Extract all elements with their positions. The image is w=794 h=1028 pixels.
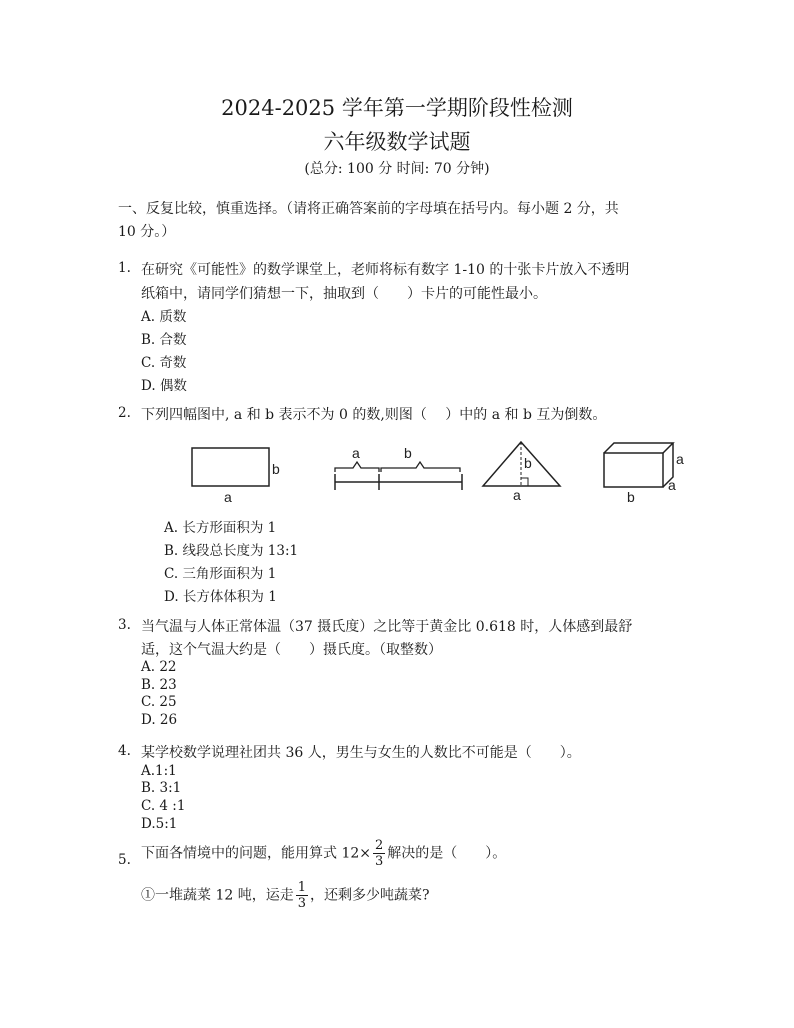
option-b: B. 线段总长度为 13:1 [164,543,299,559]
question-number: 4. [118,743,131,759]
exam-meta: (总分: 100 分 时间: 70 分钟) [304,161,490,177]
question-text-cont: 适，这个气温大约是（ ）摄氏度。（取整数） [141,642,442,658]
option-a: A. 长方形面积为 1 [164,520,277,536]
label-a: a [676,451,684,467]
triangle-figure [483,442,560,503]
option-a: A. 质数 [141,309,187,325]
label-b: b [404,445,412,461]
option-b: B. 合数 [141,332,187,348]
question-number: 3. [118,617,131,633]
label-b: b [627,489,635,505]
option-d: D.5:1 [141,816,178,832]
section-heading: 一、反复比较，慎重选择。（请将正确答案前的字母填在括号内。每小题 2 分，共 [118,201,619,217]
question-text: 下列四幅图中, a 和 b 表示不为 0 的数,则图（ ）中的 a 和 b 互为倒数。 [141,407,607,423]
option-d: D. 长方体体积为 1 [164,589,277,605]
label-a: a [352,445,360,461]
question-text-before: 下面各情境中的问题，能用算式 12× [141,845,371,862]
fraction-denominator: 3 [375,854,384,869]
option-c: C. 4 :1 [141,798,186,814]
fraction [373,838,385,869]
question-number: 1. [118,260,131,276]
label-a: a [668,477,676,493]
scenario-text-before: ①一堆蔬菜 12 吨，运走 [141,887,294,904]
option-c: C. 三角形面积为 1 [164,566,277,582]
rectangle-figure [192,448,280,505]
option-c: C. 25 [141,694,177,710]
cuboid-figure [604,443,684,505]
question-text [141,838,506,869]
option-b: B. 3:1 [141,780,182,796]
scenario-item-1 [141,880,430,911]
fraction-denominator: 3 [297,896,306,911]
option-d: D. 偶数 [141,378,187,394]
exam-title: 2024-2025 学年第一学期阶段性检测 [221,96,573,120]
exam-subtitle: 六年级数学试题 [323,130,471,154]
option-a: A. 22 [141,659,177,675]
scenario-text-after: ，还剩多少吨蔬菜? [310,887,430,904]
segment-figure [335,445,462,490]
question-text: 在研究《可能性》的数学课堂上，老师将标有数字 1-10 的十张卡片放入不透明 [141,262,630,278]
section-heading-cont: 10 分。） [118,224,176,240]
label-b: b [524,455,532,471]
question-text: 当气温与人体正常体温（37 摄氏度）之比等于黄金比 0.618 时，人体感到最舒 [141,619,633,635]
question-text-cont: 纸箱中，请同学们猜想一下，抽取到（ ）卡片的可能性最小。 [141,286,547,302]
option-a: A.1:1 [141,763,177,779]
fraction-numerator: 1 [297,880,306,895]
question-text: 某学校数学说理社团共 36 人，男生与女生的人数比不可能是（ ）。 [141,745,581,761]
question-number: 5. [118,852,131,868]
question-text-after: 解决的是（ ）。 [387,845,507,862]
label-a: a [513,487,521,503]
fraction-numerator: 2 [375,838,384,853]
question-number: 2. [118,405,131,421]
fraction [296,880,308,911]
option-c: C. 奇数 [141,355,187,371]
option-b: B. 23 [141,677,177,693]
label-b: b [272,461,280,477]
label-a: a [224,489,232,505]
option-d: D. 26 [141,712,178,728]
reciprocal-figures [180,438,700,506]
